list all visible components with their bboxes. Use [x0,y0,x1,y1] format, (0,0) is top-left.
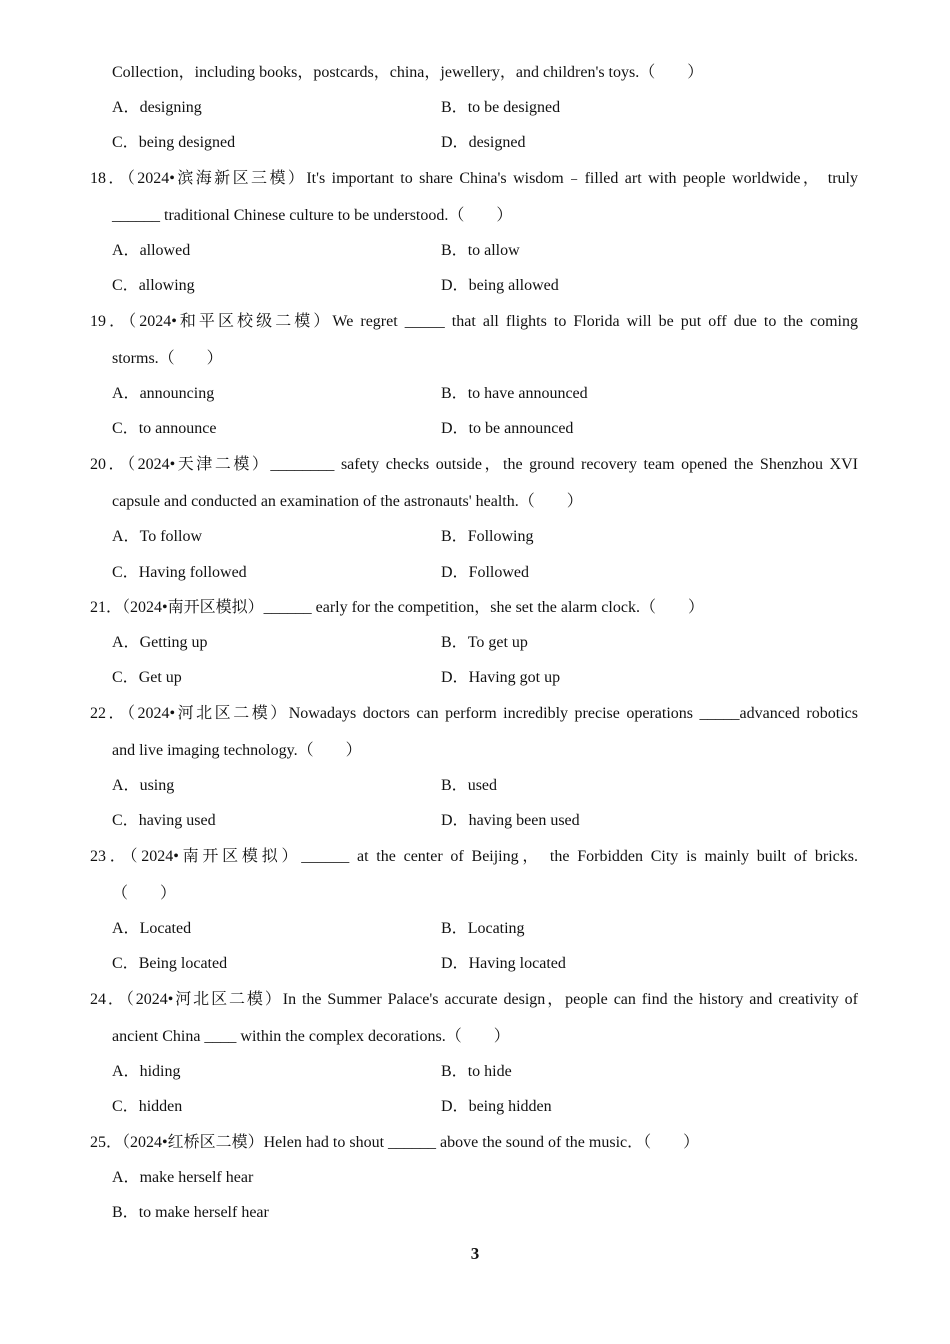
option-letter: A． [112,242,140,259]
option-text: being designed [138,134,236,151]
q20-option-c[interactable] [112,563,247,583]
option-letter: A． [112,99,140,116]
question-18-stem [90,169,858,189]
question-source: （2024•河北区二模） [127,705,289,722]
option-letter: B． [112,1204,139,1221]
option-text: Located [139,920,192,937]
question-21-stem [90,598,704,618]
question-source: （2024•和平区校级二模） [128,313,333,330]
option-letter: C． [112,1098,139,1115]
question-number: 20． [90,456,128,473]
option-letter: B． [441,528,468,545]
option-text: Having located [468,955,566,972]
question-number: 18． [90,170,127,187]
q19-option-a[interactable] [112,384,214,404]
option-letter: D． [441,669,469,686]
q19-option-b[interactable] [441,384,588,404]
option-letter: A． [112,1169,140,1186]
q23-option-c[interactable] [112,954,227,974]
q17-option-c[interactable] [112,133,235,153]
option-text: Being located [138,955,228,972]
option-letter: B． [441,385,468,402]
option-letter: A． [112,385,140,402]
q18-option-a[interactable] [112,241,190,261]
option-text: to be designed [467,99,561,116]
option-text: Having followed [138,564,247,581]
question-text: Nowadays doctors can perform incredibly precise operations _____advanced robotics [288,705,858,722]
option-text: having been used [468,812,580,829]
q25-option-b[interactable] [112,1203,269,1223]
option-text: designing [139,99,202,116]
q18-option-c[interactable] [112,276,195,296]
question-25-stem [90,1133,699,1153]
option-text: make herself hear [139,1169,254,1186]
option-letter: B． [441,777,468,794]
option-letter: A． [112,528,140,545]
q17-stem-tail: Collection，including books，postcards，china，jewellery，and children's toys.（ ） [112,64,704,81]
option-letter: D． [441,1098,469,1115]
option-text: Getting up [139,634,208,651]
q17-option-a[interactable] [112,98,202,118]
question-22-stem-line2: and live imaging technology.（ ） [112,742,362,759]
q20-option-a[interactable] [112,527,202,547]
option-text: to allow [467,242,520,259]
question-source: （2024•天津二模） [127,456,271,473]
option-text: allowed [139,242,191,259]
option-text: Locating [467,920,525,937]
option-letter: B． [441,920,468,937]
option-text: announcing [139,385,215,402]
option-letter: B． [441,1063,468,1080]
q19-option-d[interactable] [441,419,573,439]
q24-option-a[interactable] [112,1062,180,1082]
option-text: being allowed [468,277,559,294]
question-number: 25． [90,1134,123,1151]
q21-option-d[interactable] [441,668,560,688]
option-letter: D． [441,134,469,151]
option-letter: C． [112,669,139,686]
q22-option-b[interactable] [441,776,497,796]
option-letter: D． [441,564,469,581]
question-source: （2024•南开区模拟） [129,848,302,865]
question-20-stem-line2: capsule and conducted an examination of the astronauts' health.（ ） [112,493,583,510]
question-24-stem [90,990,858,1010]
option-letter: A． [112,920,140,937]
question-23-stem [90,847,858,867]
question-text: It's important to share China's wisdom﹣filled art with people worldwide， truly [306,170,858,187]
option-letter: C． [112,564,139,581]
question-18-stem-line2: ______ traditional Chinese culture to be understood.（ ） [112,207,513,224]
q23-option-b[interactable] [441,919,525,939]
option-text: hidden [138,1098,183,1115]
question-24-stem-line2: ancient China ____ within the complex decorations.（ ） [112,1028,510,1045]
option-text: to be announced [468,420,574,437]
question-19-stem [90,312,858,332]
question-source: （2024•滨海新区三模） [126,170,307,187]
option-letter: B． [441,242,468,259]
question-source: （2024•河北区二模） [125,991,283,1008]
option-letter: D． [441,955,469,972]
question-number: 24． [90,991,126,1008]
question-number: 19． [90,313,129,330]
q24-option-b[interactable] [441,1062,512,1082]
option-text: to have announced [467,385,588,402]
q18-option-b[interactable] [441,241,520,261]
question-number: 21． [90,599,123,616]
q24-option-d[interactable] [441,1097,552,1117]
option-text: To follow [139,528,202,545]
option-text: used [467,777,498,794]
option-letter: D． [441,277,469,294]
question-number: 23． [90,848,130,865]
q22-option-c[interactable] [112,811,216,831]
q21-option-b[interactable] [441,633,528,653]
option-text: allowing [138,277,195,294]
option-letter: B． [441,634,468,651]
question-text: Helen had to shout ______ above the sound of the music．（ ） [263,1134,700,1151]
q21-option-c[interactable] [112,668,182,688]
q20-option-b[interactable] [441,527,533,547]
option-text: to make herself hear [138,1204,269,1221]
q24-option-c[interactable] [112,1097,182,1117]
q18-option-d[interactable] [441,276,559,296]
option-letter: C． [112,420,139,437]
option-letter: D． [441,812,469,829]
option-letter: C． [112,812,139,829]
question-22-stem [90,704,858,724]
page-number: 3 [470,1244,480,1263]
question-text: In the Summer Palace's accurate design，people can find the history and creativity of [282,991,858,1008]
q17-option-d[interactable] [441,133,525,153]
option-text: designed [468,134,526,151]
option-text: To get up [467,634,528,651]
option-text: being hidden [468,1098,552,1115]
question-number: 22． [90,705,128,722]
option-text: to announce [138,420,217,437]
q23-option-d[interactable] [441,954,566,974]
question-23-stem-line2: （ ） [112,885,177,902]
q23-option-a[interactable] [112,919,191,939]
option-letter: B． [441,99,468,116]
option-letter: A． [112,777,140,794]
question-source: （2024•红桥区二模） [122,1134,264,1151]
q21-option-a[interactable] [112,633,208,653]
question-text: ________ safety checks outside，the ground recovery team opened the Shenzhou XVI [270,456,858,473]
question-19-stem-line2: storms.（ ） [112,350,223,367]
option-text: Get up [138,669,182,686]
option-text: Followed [468,564,530,581]
option-text: Having got up [468,669,561,686]
question-source: （2024•南开区模拟） [122,599,264,616]
q20-option-d[interactable] [441,563,529,583]
option-letter: C． [112,955,139,972]
option-letter: D． [441,420,469,437]
option-letter: A． [112,1063,140,1080]
question-text: ______ early for the competition，she set the alarm clock.（ ） [263,599,704,616]
question-text: We regret _____ that all flights to Florida will be put off due to the coming [332,313,859,330]
q22-option-d[interactable] [441,811,580,831]
option-text: Following [467,528,534,545]
q25-option-a[interactable] [112,1168,253,1188]
option-letter: C． [112,134,139,151]
option-text: using [139,777,175,794]
q22-option-a[interactable] [112,776,174,796]
option-text: to hide [467,1063,512,1080]
option-text: having used [138,812,216,829]
question-text: ______ at the center of Beijing， the Forbidden City is mainly built of bricks. [301,848,858,865]
question-20-stem [90,455,858,475]
option-letter: A． [112,634,140,651]
option-letter: C． [112,277,139,294]
q19-option-c[interactable] [112,419,216,439]
q17-option-b[interactable] [441,98,560,118]
option-text: hiding [139,1063,181,1080]
